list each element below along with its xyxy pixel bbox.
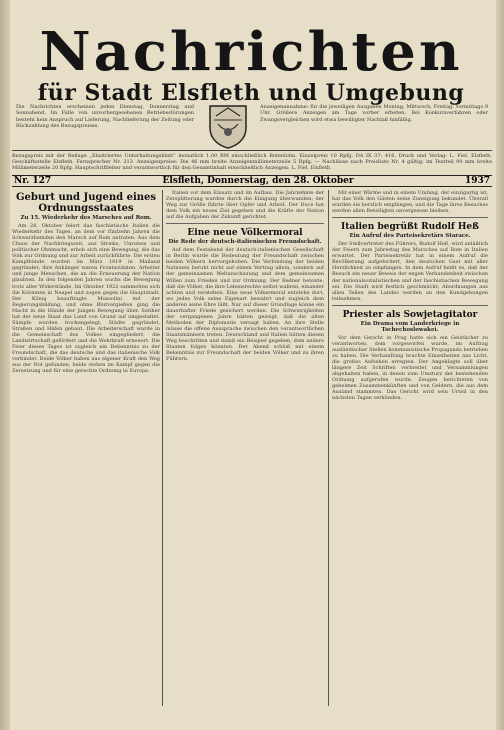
issue-date: Elsfleth, Donnerstag, den 28. Oktober — [162, 176, 354, 186]
subscription-info: Die Nachrichten erscheinen jeden Dienstag, Donnerstag und Sonnabend. Im Falle von unvorhergesehenen Betriebsstörungen besteht kein Anspruch auf Lieferung, Nachlieferung der Zeitung oder Rückzahlung des Bezugspreises. — [16, 104, 194, 129]
divider — [332, 305, 488, 306]
article-body: Der Stellvertreter des Führers, Rudolf Heß, wird anläßlich der Feiern zum Jahrestag des Marsches auf Rom in Italien erwartet. Der Parteisekretär hat in einem Aufruf die Bevölkerung aufgefordert, den deutschen Gast mit aller Herzlichkeit zu empfangen. In dem Aufruf heißt es, daß der Besuch ein neuer Beweis der engen Verbundenheit zwischen der nationalsozialistischen und der faschistischen Bewegung sei. Die Stadt wird festlich geschmückt; Abordnungen aus allen Teilen des Landes werden an den Kundgebungen teilnehmen. — [332, 241, 488, 302]
newspaper-title: Nachrichten — [39, 20, 463, 84]
issue-year: 1937 — [464, 176, 490, 186]
divider — [166, 223, 324, 224]
article-headline: Eine neue Völkermoral — [187, 228, 303, 239]
article-subhead: Ein Drama vom Landerkriege in Tschechoslowakei. — [360, 320, 460, 333]
article-subhead: Die Rede der deutsch-italienischen Freundschaft. — [168, 239, 322, 246]
issue-number: Nr. 127 — [14, 176, 52, 186]
article-body: Italien vor dem Einsatz und im Aufbau. Die Jahrzehnte der Zersplitterung wurden durch die Einigung überwunden; der Weg zur Größe führte über Opfer und Arbeit. Der Duce hat dem Volk ein neues Ziel gegeben und die Kräfte der Nation auf die Aufgaben der Zukunft gerichtet. — [166, 190, 324, 221]
town-crest-icon — [206, 102, 250, 150]
article-body: Mit einer Wärme und in einem Umfang, der einzigartig ist, hat das Volk den Gästen seine Zuneigung bekundet. Überall wurden sie herzlich empfangen, und die Tage ihres Besuches werden allen Beteiligten unvergessen bleiben. — [332, 190, 488, 215]
newspaper-subtitle: für Stadt Elsfleth und Umgebung — [37, 80, 465, 106]
column-rule — [162, 190, 163, 706]
column-rule — [328, 190, 329, 706]
article-body: Vor dem Gericht in Prag hatte sich ein Geistlicher zu verantworten, dem vorgeworfen wurde, im Auftrag ausländischer Stellen kommunistische Propaganda betrieben zu haben. Die Verhandlung brachte Einzelheiten ans Licht, die großes Aufsehen erregten. Der Angeklagte soll über längere Zeit Schriften verbreitet und Versammlungen abgehalten haben, in denen zum Umsturz der bestehenden Ordnung aufgerufen wurde. Zeugen berichteten von geheimen Zusammenkünften und von Geldern, die aus dem Ausland stammten. Das Gericht wird sein Urteil in den nächsten Tagen verkünden. — [332, 334, 488, 402]
page-edge — [496, 0, 504, 730]
article-headline: Priester als Sowjetagitator — [342, 309, 478, 320]
column-left — [12, 190, 160, 706]
column-middle — [166, 190, 324, 706]
article-headline: Italien begrüßt Rudolf Heß — [341, 222, 479, 233]
masthead — [16, 22, 486, 106]
binding-spine — [0, 0, 10, 730]
advertising-info: Anzeigenannahme: für die jeweiligen Ausgaben Montag, Mittwoch, Freitag, vormittags 9 Uhr. Größere Anzeigen am Tage vorher erbeten. Bei Konkursverfahren oder Zwangsvergleichen wird etwa bewilligter Nachlaß hinfällig. — [260, 104, 488, 123]
divider — [332, 217, 488, 218]
article-headline: Geburt und Jugend eines Ordnungsstaates — [15, 192, 157, 214]
article-subhead: Ein Aufruf des Parteisekretärs Starace. — [349, 233, 471, 240]
article-subhead: Zu 15. Wiederkehr des Marsches auf Rom. — [20, 215, 152, 221]
article-body: Am 28. Oktober feiert das faschistische Italien die Wiederkehr des Tages, an dem vor fünfzehn Jahren die Schwarzhemden den Marsch auf Rom antraten. Aus dem Chaos der Nachkriegszeit, aus Streiks, Unruhen und politischer Ohnmacht, erhob sich eine Bewegung, die das Volk zur Ordnung und zur Arbeit zurückführte. Die ersten Kampfbünde wurden im März 1919 in Mailand gegründet; ihre Anhänger waren Frontsoldaten, Arbeiter und junge Menschen, die an die Erneuerung der Nation glaubten. In den folgenden Jahren wuchs die Bewegung trotz aller Widerstände. Im Oktober 1922 sammelten sich die Kolonnen in Neapel und zogen gegen die Hauptstadt. Der König beauftragte Mussolini mit der Regierungsbildung, und ohne Blutvergießen ging die Macht in die Hände der jungen Bewegung über. Seither hat der neue Staat das Land von Grund auf umgestaltet. Sümpfe wurden trockengelegt, Städte gegründet, Straßen und Häfen gebaut. Die Arbeiterschaft wurde in die Gemeinschaft des Volkes eingegliedert, die Landwirtschaft gefördert und die Wehrkraft erneuert. Die Feier dieses Tages ist zugleich ein Bekenntnis zu der Freundschaft, die das deutsche und das italienische Volk verbindet. Beide Völker haben aus eigener Kraft den Weg aus der Not gefunden, beide stehen im Kampf gegen die Zersetzung und für eine gerechte Ordnung in Europa. — [12, 223, 160, 375]
article-body: Auf dem Festabend der deutsch-italienischen Gesellschaft in Berlin wurde die Bedeutung der Freundschaft zwischen beiden Völkern hervorgehoben. Die Verbindung der beiden Nationen beruht nicht auf einem Vertrag allein, sondern auf der gemeinsamen Weltanschauung und dem gemeinsamen Willen zum Frieden und zur Ordnung. Der Redner betonte, daß die Völker, die ihre Lebensrechte selbst wahren, einander achten und verstehen. Eine neue Völkermoral entstehe dort, wo jedes Volk seine Eigenart bewahrt und zugleich dem anderen seine Ehre läßt. Nur auf dieser Grundlage könne ein dauerhafter Friede gesichert werden. Die Schwierigkeiten der vergangenen Jahre hätten gezeigt, daß die alten Methoden der Diplomatie versagt haben. An ihre Stelle müsse die offene Aussprache zwischen den verantwortlichen Staatsmännern treten. Deutschland und Italien hätten diesen Weg beschritten und damit ein Beispiel gegeben, dem andere Staaten folgen könnten. Der Abend schloß mit einem Bekenntnis zur Freundschaft der beiden Völker und zu ihren Führern. — [166, 247, 324, 363]
dateline-bar — [12, 175, 492, 187]
publisher-line: Bezugspreis mit der Beilage „Illustriertes Unterhaltungsblatt“ monatlich 1.00 RM einschließlich Botenlohn. Einzelpreis 10 Rpfg. DA IX 37: 416. Druck und Verlag: L. Fiel, Elsfleth. Geschäftsstelle Elsfleth. Fernsprecher Nr. 213. Anzeigenpreise: Die 46 mm breite Anzeigenmillimeterzeile 5 Rpfg. — Nachlässe nach Preisliste Nr. 4 gültig; im Textteil 90 mm breite Millimeterzeile 20 Rpfg. Hauptschriftleiter und verantwortlich für den Gesamtinhalt einschließlich Anzeigen: L. Fiel, Elsfleth. — [12, 150, 492, 175]
column-right — [332, 190, 488, 706]
